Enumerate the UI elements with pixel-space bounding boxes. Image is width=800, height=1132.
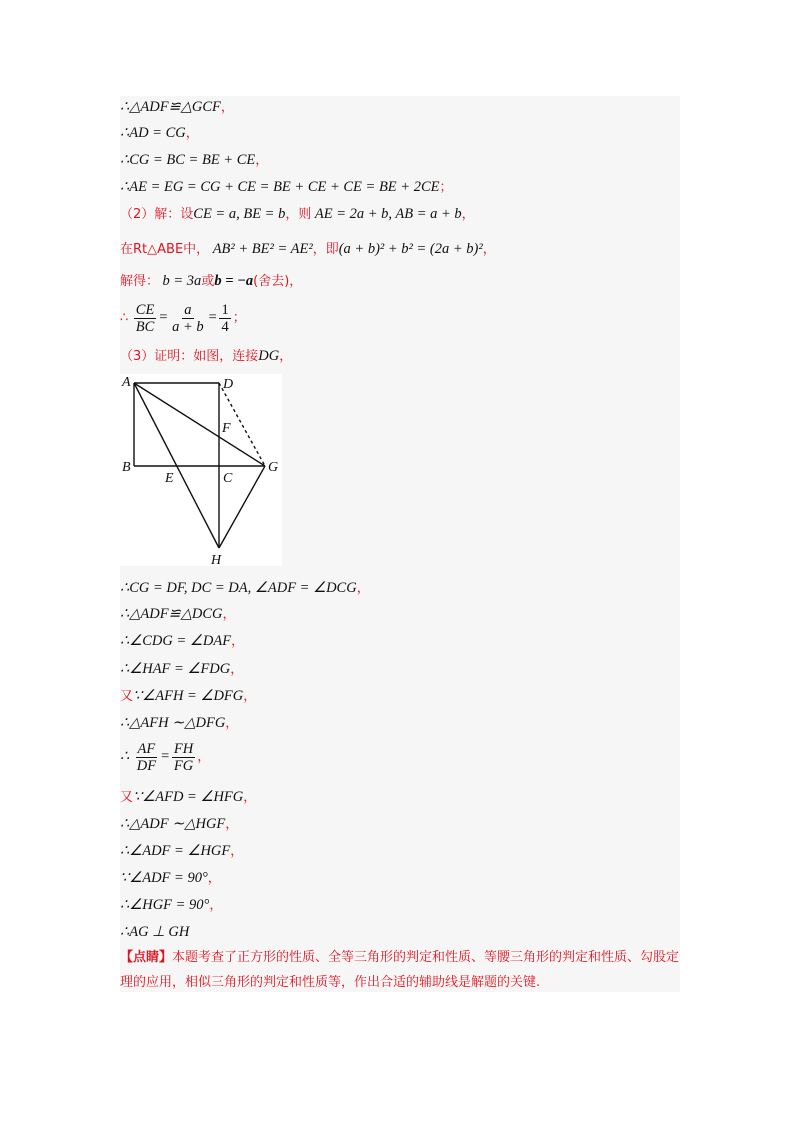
geometry-diagram: [120, 374, 282, 566]
segment-AG: [134, 383, 265, 466]
label-G: G: [268, 460, 279, 475]
proof-line-1: ∴△ADF≌△GCF，: [120, 99, 234, 115]
proof-line-14: 又∵∠AFH = ∠DFG，: [120, 688, 257, 704]
solution-line-part2: （2）解：设CE = a, BE = b，则 AE = 2a + b, AB = a + b，: [120, 206, 475, 222]
solve-line: 解得： b = 3a或b = −a(舍去)，: [120, 273, 303, 289]
comment-paragraph: [120, 945, 680, 995]
math-expression: ∴CG = BC = BE + CE: [120, 152, 256, 168]
ratio-line: ∴ $\frac{CE}{BC}$ = $\frac{a}{a + b}$ = $\frac{1}{4}$ ；: [120, 302, 246, 335]
proof-line-10: ∴CG = DF, DC = DA, ∠ADF = ∠DCG，: [120, 580, 370, 596]
proportion-line: ∴ $\frac{AF}{DF}$ = $\frac{FH}{FG}$ ，: [120, 741, 211, 774]
label-A: A: [122, 375, 131, 390]
geometry-figure: [120, 374, 282, 566]
proof-line-22: ∴AG ⊥ GH: [120, 924, 190, 940]
label-H: H: [211, 553, 222, 566]
label-D: D: [223, 377, 234, 392]
proof-line-19: ∴∠ADF = ∠HGF，: [120, 843, 244, 859]
fraction: $\frac{a}{a + b}$: [172, 302, 204, 335]
pythagoras-line: 在Rt△ABE中， AB² + BE² = AE²，即(a + b)² + b² = (2a + b)²，: [120, 241, 496, 257]
fraction: $\frac{AF}{DF}$: [136, 741, 157, 774]
fraction: $\frac{FH}{FG}$: [173, 741, 194, 774]
proof-line-3: ∴CG = BC = BE + CE，: [120, 152, 269, 168]
proof-line-12: ∴∠CDG = ∠DAF，: [120, 633, 245, 649]
fraction: $\frac{CE}{BC}$: [135, 302, 155, 335]
comment-tag: 【点睛】: [120, 950, 173, 965]
math-expression: ∴△ADF≌△GCF: [120, 99, 221, 115]
fraction: $\frac{1}{4}$: [221, 302, 229, 335]
proof-line-17: 又∵∠AFD = ∠HFG，: [120, 789, 257, 805]
proof-line-2: ∴AD = CG，: [120, 125, 199, 141]
proof-line-15: ∴△AFH ∼△DFG，: [120, 715, 239, 731]
label-B: B: [122, 460, 131, 475]
proof-line-13: ∴∠HAF = ∠FDG，: [120, 661, 244, 677]
math-expression: ∴AD = CG: [120, 125, 186, 141]
part3-heading: （3）证明：如图，连接DG，: [120, 348, 293, 364]
proof-line-18: ∴△ADF ∼△HGF，: [120, 816, 239, 832]
comment-text: 本题考查了正方形的性质、全等三角形的判定和性质、等腰三角形的判定和性质、勾股定理的应用，相似三角形的判定和性质等，作出合适的辅助线是解题的关键.: [120, 950, 680, 990]
proof-line-21: ∴∠HGF = 90°，: [120, 897, 223, 913]
label-E: E: [165, 471, 174, 486]
label-F: F: [222, 421, 231, 436]
label-C: C: [223, 471, 233, 486]
proof-line-4: ∴AE = EG = CG + CE = BE + CE + CE = BE + 2CE；: [120, 179, 453, 195]
math-expression: ∴AE = EG = CG + CE = BE + CE + CE = BE + 2CE: [120, 179, 440, 195]
proof-line-11: ∴△ADF≌△DCG，: [120, 606, 236, 622]
proof-line-20: ∵∠ADF = 90°，: [120, 870, 221, 886]
